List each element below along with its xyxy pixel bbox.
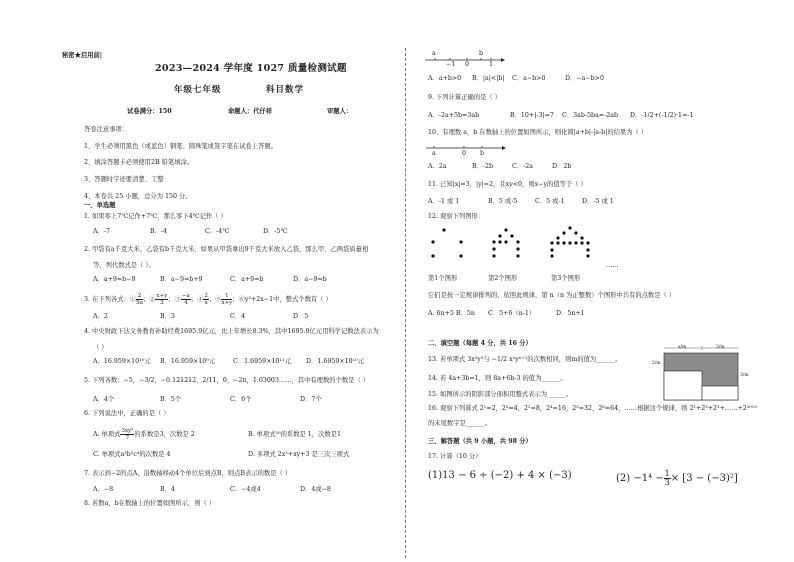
dot-pattern-figure [428,226,628,274]
option-b: B．5个 [160,396,182,403]
option-a: A．2 [93,313,108,320]
option-a: A．-2a+5b=3ab [428,112,480,119]
option-c: C．4 [230,313,246,320]
option-c: C. 单项式a³b⁵c⁴的次数是 4 [93,451,171,458]
option-d: D．-5℃ [263,228,288,235]
question-stem: 8. 若数a，b在数轴上的位置如图所示，则（ ） [84,500,216,507]
option-d: D．4或−8 [300,486,331,493]
question-stem: 9. 下列计算正确的是（ ） [428,94,501,101]
reviewer: 审题人： [327,108,353,115]
option-b: B．3 [160,313,175,320]
option-d: D．−a−b>0 [565,75,604,82]
ellipsis: …… [606,262,619,269]
question-stem: 6. 下列说法中，正确的是（ ） [84,410,170,417]
option-b: B．10+|-3|=7 [510,112,554,119]
expression-2: (2) −1⁴ − $\frac{1}{3}$ × [3 − (−3)²] [616,469,738,487]
option-c: C．a+9=b [230,276,264,283]
question-stem: 11. 已知|x|=3，|y|=2，且xy<0，则x−y的值等于（ ） [428,181,587,188]
instruction-item: 3、答题时字迹要清楚、工整 [84,176,164,183]
option-c: C．1.6959×10¹¹元 [233,358,291,365]
question-stem: 12. 观察下列图形： [428,213,485,220]
option-a: A．4个 [93,396,115,403]
option-c: C．-2a [512,163,534,170]
option-a: A．a+9=b−9 [93,276,136,283]
option-a: A．-7 [93,228,110,235]
pattern-3 [550,226,589,257]
question-stem: 3. 在下列各式：① $\frac{2}{5a}$ ；② $\frac{x+y}{3}$ ；③ $\frac{-a}{4}$ ；④ $\frac{2}{x}$ ；⑤ $\frac{1}{x+y}$ ；⑥y²+2x−1中，整式个数有（ ） [84,293,332,306]
setter: 命题人：代仔祥 [228,108,273,115]
option-b: B. 单项式²⁰的系数是 1，次数是1 [248,431,341,438]
option-d: D．a−9=b [293,276,327,283]
option-d: D．5n+1 [556,310,585,317]
option-d: D．5 [293,313,309,320]
option-b: B．5 或-5 [488,198,518,205]
question-stem: 16. 观察下列算式 2¹=2，2²=4，2³=8，2⁴=16，2⁵=32，2⁶=64，……根据这个规律，则 2¹+2²+2³+……+2²⁰¹⁹ [428,405,757,412]
option-c: C．5 或-1 [535,198,565,205]
option-b: B．-4 [150,228,168,235]
option-c: C．−4或4 [230,486,261,493]
option-a: A. 单项式 $\frac{\text{3xy²}}{7}$ 的系数是3，次数是 2 [93,428,195,441]
grade-label: 年级七年级 [174,85,222,95]
tick-label: 0 [465,61,470,68]
option-c: C．a−b>0 [512,75,546,82]
point-label: a [432,50,436,57]
option-c: C．3ab-5ba=-2ab [562,112,619,119]
option-a: A．a+b>0 [428,75,462,82]
question-stem: 14. 若 4a+3b=1，则 8a+6b-3 的值为______。 [428,375,567,382]
unshaded-region [664,371,702,400]
tick-label: 0 [462,150,467,157]
question-stem: 2. 甲袋有a千克大米，乙袋有b千克大米，如果从甲袋拿出9千克大米放入乙袋，那么甲、乙两袋质量相 [84,246,369,253]
question-stem: 1. 如果零上7℃记作+7℃，那么零下4℃记作（ ） [84,213,227,220]
option-a: A. 6n+5 B．5n [428,310,475,317]
option-c: C．5+6（n-1） [488,310,536,317]
question-stem: 10、有理数 a，b 在数轴上的位置如图所示，则化简|a+b|-|a-b|的结果为（ ） [428,129,648,136]
question-stem: 5. 下列各数：−5，−3/2，−0.121212，2/11，0，−2π，1.03003……，其中有理数的个数是（ ） [84,377,370,384]
figure-caption: 第2个图形 [488,275,518,282]
question-stem: 的末尾数字是______。 [428,420,491,427]
question-stem: 4. 中央财政下达义务教育补助经费1695.9亿元，比上年增长8.3%，其中1695.9亿元用科学记数法表示为 [84,328,379,335]
option-d: D．2b [552,163,572,170]
dimension-label: x/m [678,345,687,350]
dimension-label: 2/m [652,361,661,366]
question-stem: 7. 表示到−2的点A，沿数轴移动4个单位后到点B，则点B表示的数是（ ） [84,470,292,477]
full-score: 试卷满分：150 [127,108,172,115]
point-label: b [480,150,485,157]
instruction-item: 1、学生必须用黑色（或蓝色）钢笔、圆珠笔或签字笔在试卷上答题。 [84,143,277,150]
option-b: B．-2b [472,163,494,170]
question-stem: 17. 计算（10 分） [428,453,482,460]
tick-label: 1 [489,61,494,68]
axis-arrow [501,58,505,62]
point-label: b [479,50,484,57]
expression-1: (1)13 − 6 ÷ (−2) + 4 × (−3) [428,470,572,481]
option-b: B．16.959×10⁹元 [160,358,216,365]
secret-label: 秘密★启用前| [62,52,103,59]
option-d: D．1.6959×10¹⁰元 [306,358,365,365]
instruction-item: 2、填涂答题卡必须使用2B 铅笔填涂。 [84,159,194,166]
question-stem: 它们是按一定规律排列的，依照此规律，第 n（n 为正整数）个图形中共有的点数是（ ） [428,292,676,299]
option-b: B．4 [160,486,175,493]
option-a: A．-1 或 1 [428,198,460,205]
pattern-2 [492,228,519,257]
option-d: D．-5 或 1 [582,198,614,205]
shaded-area-figure [660,345,740,403]
question-stem: （ ） [93,344,108,351]
axis-arrow [502,146,506,150]
option-a: A．−8 [93,486,114,493]
section-heading: 一、单选题 [84,202,116,209]
pattern-1 [431,228,462,257]
figure-caption: 第3个图形 [551,275,581,282]
column-divider [405,48,406,558]
option-c: C．6个 [230,396,252,403]
option-a: A．16.959×10¹⁰元 [93,358,151,365]
option-a: A．2a [428,163,447,170]
question-stem: 等，列代数式是（ ）。 [93,262,155,269]
section-heading: 二、填空题（每题 4 分，共 16 分） [428,340,532,347]
dimension-label: 3/m [740,373,749,378]
exam-title: 2023—2024 学年度 1027 质量检测试题 [155,63,347,74]
instructions-heading: 答卷注意事项： [84,126,129,133]
instruction-item: 4、本卷共 25 小题，总分为 150 分。 [84,193,192,200]
question-stem: 13. 若单项式 3x²y³与 −1/2 x²yⁿ⁺¹的次数相同，则m的值为______。 [428,356,622,363]
section-heading: 三、解答题（共 9 小题，共 98 分） [428,438,532,445]
option-d: D. 多项式 2x²+xy+3 是三次三项式 [248,451,350,458]
figure-caption: 第1个图形 [428,275,458,282]
question-stem: 15. 如图所示的阴影部分面积用整式表示为______。 [428,391,573,398]
unshaded-region [702,386,738,400]
option-b: B．|a|<|b| [472,75,505,82]
point-label: a [432,150,436,157]
option-d: D．-1/2+(-1/2)·1=-1 [630,112,694,119]
subject-label: 科目数学 [266,85,305,95]
option-d: D．7个 [300,396,322,403]
option-c: C．-4℃ [205,228,230,235]
option-b: B．a−9=b+9 [160,276,203,283]
dimension-label: 3/m [716,345,725,350]
tick-label: −1 [446,61,456,68]
